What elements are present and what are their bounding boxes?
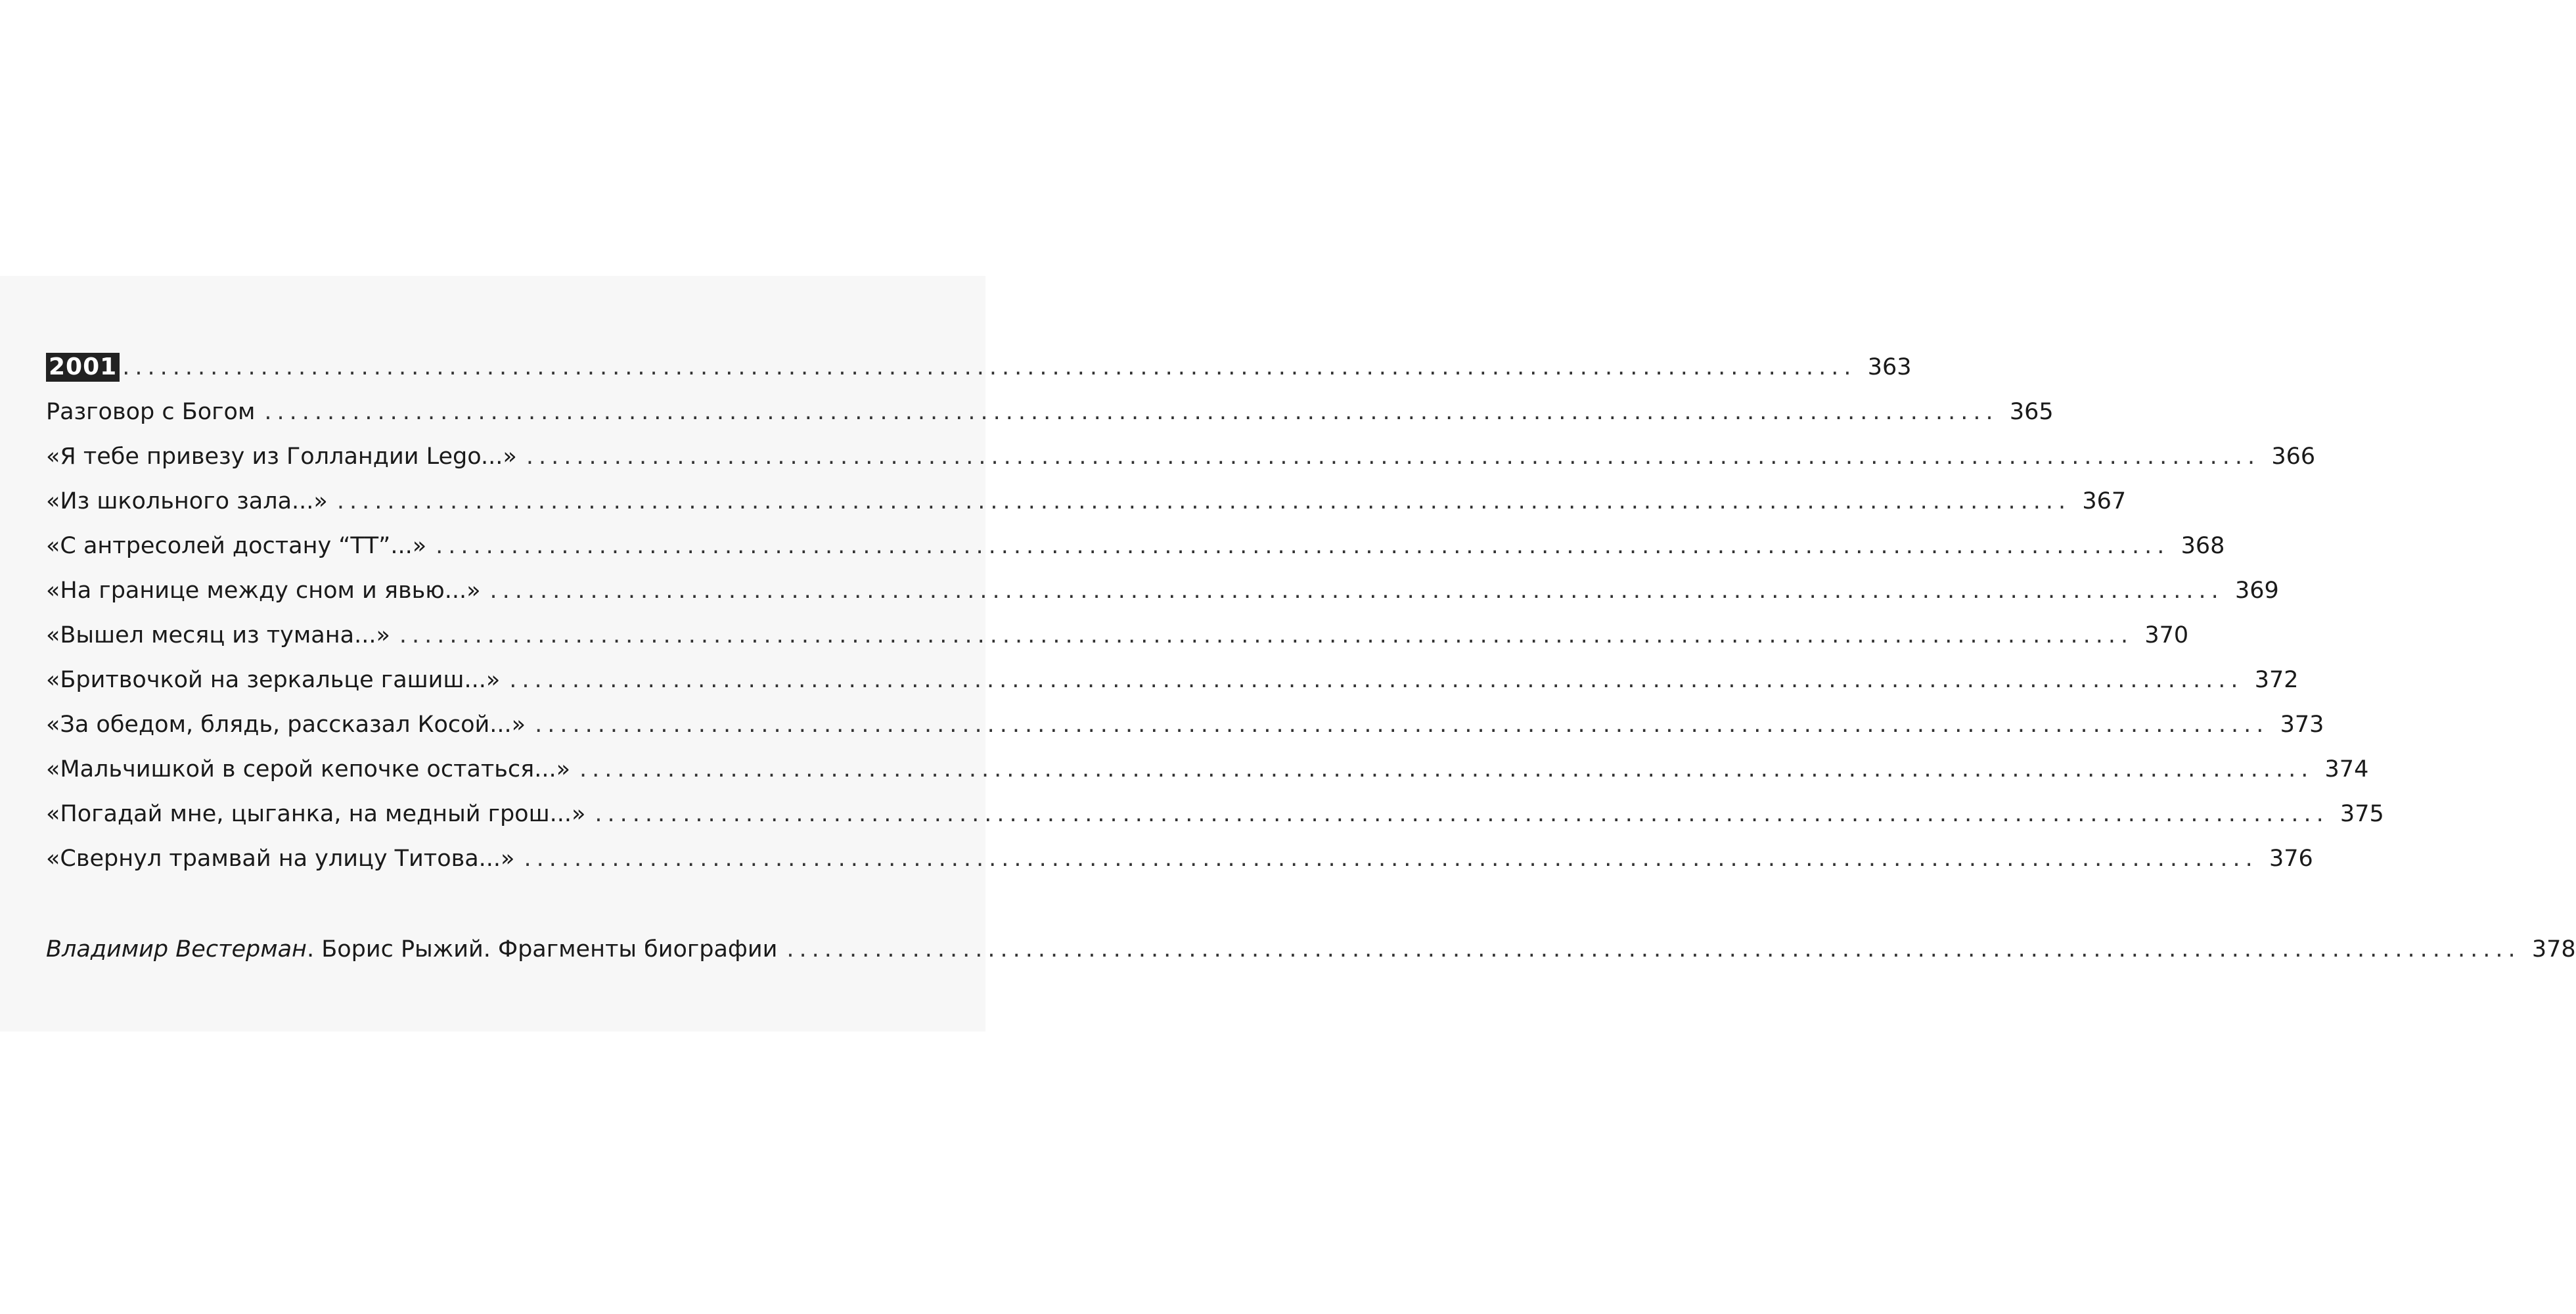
toc-entry[interactable] [46,792,2384,836]
toc-entry[interactable] [46,836,2313,881]
page-number: 368 [2181,533,2225,559]
dot-leader: .......................................................................................................................................... [524,846,2258,872]
page-number: 373 [2280,712,2324,738]
page-number: 367 [2082,488,2127,514]
page-number: 374 [2324,756,2369,782]
entry-title: «Бритвочкой на зеркальце гашиш...» [46,667,501,693]
dot-leader: .......................................................................................................................................... [535,712,2269,738]
dot-leader: .......................................................................................................................................... [489,578,2224,604]
page-number: 372 [2254,667,2299,693]
toc-entry[interactable] [46,479,2127,524]
toc-year-row[interactable] [46,345,1912,390]
appendix-title: . Борис Рыжий. Фрагменты биографии [306,936,778,963]
toc-entry[interactable] [46,434,2316,479]
toc-entry[interactable] [46,747,2369,792]
dot-leader: .......................................................................................................................................... [526,443,2261,470]
page-number: 378 [2531,936,2576,963]
page-number: 369 [2235,578,2279,604]
page-number: 366 [2271,443,2316,470]
toc-appendix-entry[interactable] [46,927,2576,972]
dot-leader: .......................................................................................................................................... [509,667,2244,693]
dot-leader: .......................................................................................................................................... [579,756,2314,782]
dot-leader: .......................................................................................................................................... [436,533,2170,559]
toc-entry[interactable] [46,658,2299,702]
author-name: Владимир Вестерман [46,936,307,963]
dot-leader: .......................................................................................................................................... [122,354,1857,380]
toc-entry[interactable] [46,524,2225,568]
page-number: 365 [2009,399,2054,425]
toc-entry[interactable] [46,390,2054,434]
entry-title: «Свернул трамвай на улицу Титова...» [46,846,515,872]
toc-entry[interactable] [46,568,2279,613]
entry-title: «С антресолей достану “ТТ”...» [46,533,427,559]
table-of-contents [46,345,2576,972]
year-badge: 2001 [46,353,120,382]
dot-leader: .......................................................................................................................................... [336,488,2071,514]
entry-title: «Мальчишкой в серой кепочке остаться...» [46,756,571,782]
entry-title: «Я тебе привезу из Голландии Lego...» [46,443,517,470]
toc-entry[interactable] [46,613,2189,658]
dot-leader: .......................................................................................................................................... [595,801,2329,827]
entry-title: «Вышел месяц из тумана...» [46,622,390,648]
entry-title: «Погадай мне, цыганка, на медный грош...» [46,801,586,827]
page-number: 376 [2269,846,2313,872]
entry-title [46,927,777,972]
year-heading [46,345,120,390]
dot-leader: .......................................................................................................................................... [786,936,2521,963]
entry-title: «Из школьного зала...» [46,488,328,514]
dot-leader: .......................................................................................................................................... [264,399,1999,425]
entry-title: «На границе между сном и явью...» [46,578,481,604]
page-number: 375 [2339,801,2384,827]
entry-title: Разговор с Богом [46,399,256,425]
dot-leader: .......................................................................................................................................... [399,622,2134,648]
entry-title: «За обедом, блядь, рассказал Косой...» [46,712,526,738]
toc-entry[interactable] [46,702,2324,747]
page-number: 370 [2144,622,2189,648]
page-number: 363 [1867,354,1912,380]
